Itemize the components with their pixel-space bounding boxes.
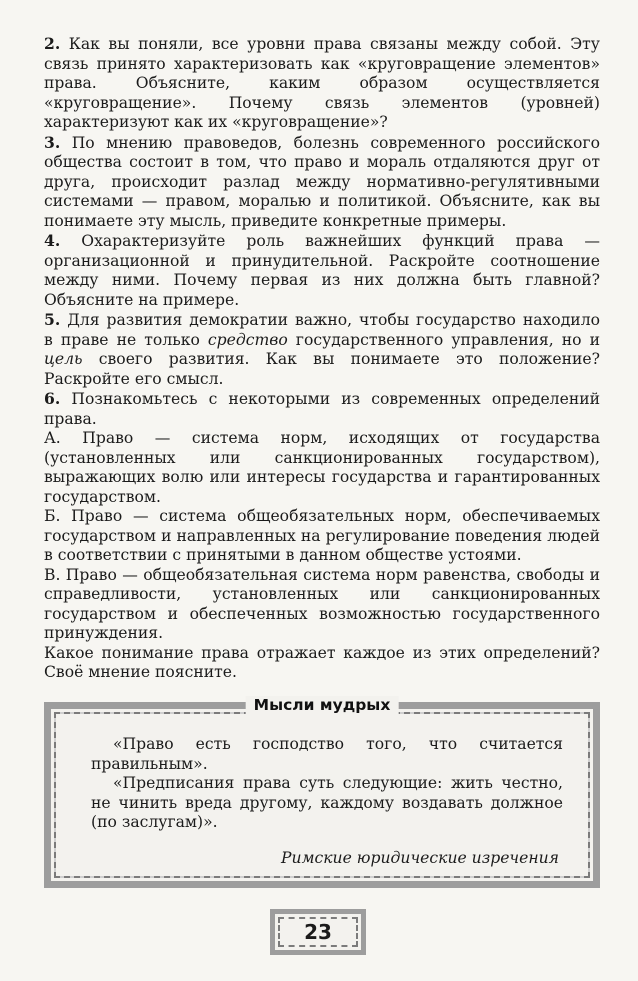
wisdom-source: Римские юридические изречения — [281, 849, 559, 867]
wisdom-quote: «Предписания права суть следующие: жить честно, не чинить вреда другому, каждому воздавать должное (по заслугам)». — [91, 774, 563, 831]
definition-b: Б. Право — система общеобязательных норм, обеспечиваемых государством и направленных на регулирование поведения людей в соответствии с принятыми в данном обществе устоями. — [44, 507, 600, 564]
page-number: 23 — [278, 917, 358, 947]
wisdom-box — [44, 696, 600, 888]
wisdom-quote: «Право есть господство того, что считается правильным». — [91, 735, 563, 773]
wisdom-title: Мысли мудрых — [246, 696, 399, 714]
question-6: 6. Познакомьтесь с некоторыми из современных определений права. — [44, 389, 600, 428]
main-text — [44, 34, 600, 683]
page-number-box — [270, 909, 366, 955]
closing-question: Какое понимание права отражает каждое из этих определений? Своё мнение поясните. — [44, 643, 600, 681]
question-5: 5. Для развития демократии важно, чтобы государство находило в праве не только средство государственного управления, но и цель своего развития. Как вы понимаете это положение? Раскройте его смысл. — [44, 310, 600, 388]
question-2: 2. Как вы поняли, все уровни права связаны между собой. Эту связь принято характеризовать как «круговращение элементов» права. Объясните, каким образом осуществляется «круговращение». Почему связь элементов (уровней) характеризуют как их «круговращение»? — [44, 34, 600, 131]
definition-c: В. Право — общеобязательная система норм равенства, свободы и справедливости, установленных или санкционированных государством и обеспеченных возможностью государственного принуждения. — [44, 565, 600, 642]
question-4: 4. Охарактеризуйте роль важнейших функций права — организационной и принудительной. Раскройте соотношение между ними. Почему первая из них должна быть главной? Объясните на примере. — [44, 231, 600, 309]
question-3: 3. По мнению правоведов, болезнь современного российского общества состоит в том, что право и мораль отдаляются друг от друга, происходит разлад между нормативно-регулятивными системами — правом, моралью и политикой. Объясните, как вы понимаете эту мысль, приведите конкретные примеры. — [44, 132, 600, 230]
definition-a: А. Право — система норм, исходящих от государства (установленных или санкционированных государством), выражающих волю или интересы государства и гарантированных государством. — [44, 429, 600, 506]
wisdom-quotes — [91, 735, 563, 833]
